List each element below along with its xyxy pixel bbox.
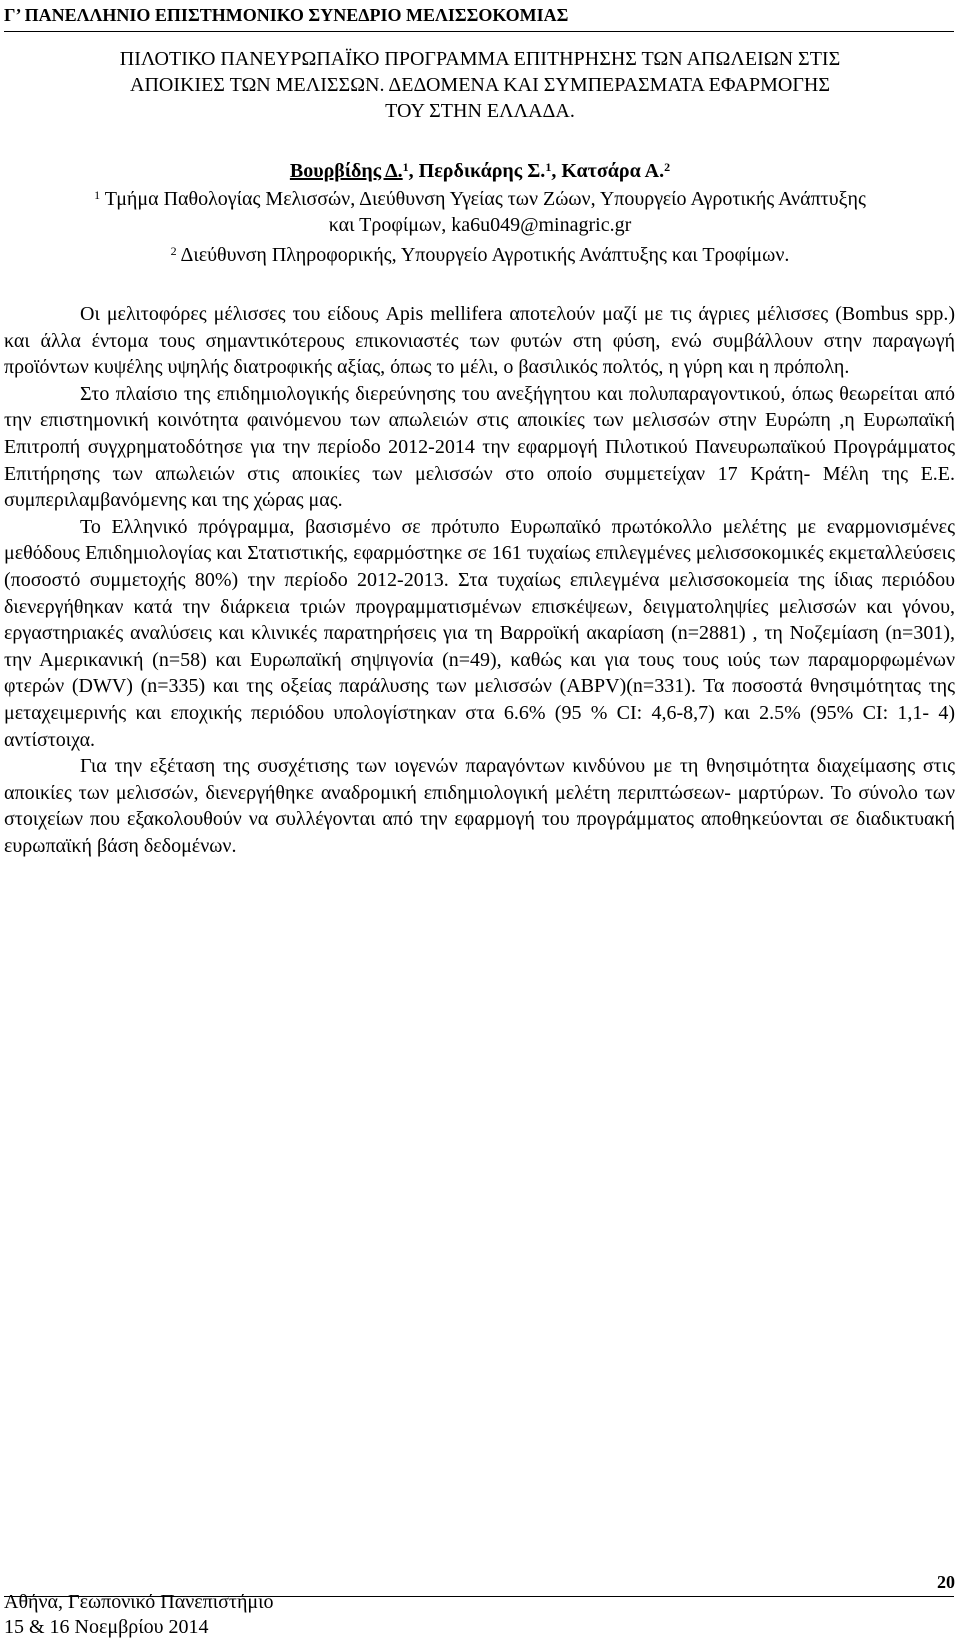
- author-name: Βουρβίδης Δ.: [289, 160, 403, 182]
- paper-title: [20, 46, 940, 124]
- author-affil-marker: 1: [402, 160, 409, 174]
- affiliation-text: Διεύθυνση Πληροφορικής, Υπουργείο Αγροτικής Ανάπτυξης και Τροφίμων.: [180, 244, 790, 266]
- affiliation-1: [10, 186, 950, 238]
- affiliation-text: Τμήμα Παθολογίας Μελισσών, Διεύθυνση Υγείας των Ζώων, Υπουργείο Αγροτικής Ανάπτυξης: [104, 188, 866, 210]
- abstract-paragraph: Για την εξέταση της συσχέτισης των ιογενών παραγόντων κινδύνου με τη θνησιμότητα διαχείμασης στις αποικίες των μελισσών, διενεργήθηκε αναδρομική επιδημιολογική μελέτη περιπτώσεων- μαρτύρων. Το σύνολο των στοιχείων που εξακολουθούν να συλλέγονται από την εφαρμογή του προγράμματος αποθηκεύονται σε διαδικτυακή ευρωπαϊκή βάση δεδομένων.: [4, 755, 955, 857]
- affiliation-line: και Τροφίμων, ka6u049@minagric.gr: [328, 214, 632, 236]
- affiliation-marker: 1: [94, 188, 101, 202]
- footer-dates: 15 & 16 Νοεμβρίου 2014: [4, 1616, 209, 1638]
- footer-location: Αθήνα, Γεωπονικό Πανεπιστήμιο: [4, 1591, 274, 1613]
- abstract-paragraph: Στο πλαίσιο της επιδημιολογικής διερεύνησης του ανεξήγητου και πολυπαραγοντικού, όπως θεωρείται από την επιστημονική κοινότητα φαινόμενου των απωλειών στις αποικίες των μελισσών στην Ευρώπη ,η Ευρωπαϊκή Επιτροπή συγχρηματοδότησε για την περίοδο 2012-2014 την εφαρμογή Πιλοτικού Πανευρωπαϊκού Προγράμματος Επιτήρησης των απωλειών στις αποικίες των μελισσών στο οποίο συμμετείχαν 17 Κράτη- Μέλη της Ε.Ε. συμπεριλαμβανόμενης και της χώρας μας.: [4, 382, 955, 512]
- title-line: ΤΟΥ ΣΤΗΝ ΕΛΛΑΔΑ.: [385, 100, 575, 122]
- author-affil-marker: 2: [664, 160, 671, 174]
- page-number: 20: [937, 1572, 955, 1592]
- affiliation-line: [10, 186, 950, 212]
- abstract-paragraph: Οι μελιτοφόρες μέλισσες του είδους Apis mellifera αποτελούν μαζί με τις άγριες μέλισσες (Bombus spp.) και άλλα έντομα τους σημαντικότερους επικονιαστές των φυτών στη φύση, ενώ συμβάλλουν στην παραγωγή προϊόντων κυψέλης υψηλής διατροφικής αξίας, όπως το μέλι, ο βασιλικός πολτός, η γύρη και η πρόπολη.: [4, 303, 955, 379]
- affiliation-marker: 2: [170, 244, 177, 258]
- author-name: , Κατσάρα Α.: [551, 160, 665, 182]
- header-divider: [4, 31, 954, 32]
- abstract-paragraph: Το Ελληνικό πρόγραμμα, βασισμένο σε πρότυπο Ευρωπαϊκό πρωτόκολλο μελέτης με εναρμονισμένες μεθόδους Επιδημιολογίας και Στατιστικής, εφαρμόστηκε σε 161 τυχαίως επιλεγμένες μελισσοκομικές εκμεταλλεύσεις (ποσοστό συμμετοχής 80%) την περίοδο 2012-2013. Στα τυχαίως επιλεγμένα μελισσοκομεία της ίδιας περιόδου διενεργήθηκαν κατά την διάρκεια τριών προγραμματισμένων επισκέψεων, δειγματοληψίες μελισσών και γόνου, εργαστηριακές αναλύσεις και κλινικές παρατηρήσεις για τη Βαρροϊκή ακαρίαση (n=2881) , τη Νοζεμίαση (n=301), την Αμερικανική (n=58) και Ευρωπαϊκή σηψιγονία (n=49), καθώς και για τους τους ιούς των παραμορφωμένων φτερών (DWV) (n=335) και της οξείας παράλυσης των μελισσών (ABPV)(n=331). Τα ποσοστά θνησιμότητας της μεταχειμερινής και εποχικής περιόδου υπολογίστηκαν στα 6.6% (95 % CI: 4,6-8,7) και 2.5% (95% CI: 1,1- 4) αντίστοιχα.: [4, 515, 955, 751]
- author-affil-marker: 1: [545, 160, 552, 174]
- affiliation-2: [10, 242, 950, 268]
- author-name: , Περδικάρης Σ.: [408, 160, 546, 182]
- affiliation-line: [10, 242, 950, 268]
- author-list: [20, 158, 940, 184]
- conference-header: Γ’ ΠΑΝΕΛΛΗΝΙΟ ΕΠΙΣΤΗΜΟΝΙΚΟ ΣΥΝΕΔΡΙΟ ΜΕΛΙΣΣΟΚΟΜΙΑΣ: [4, 5, 569, 25]
- title-line: ΠΙΛΟΤΙΚΟ ΠΑΝΕΥΡΩΠΑΪΚΟ ΠΡΟΓΡΑΜΜΑ ΕΠΙΤΗΡΗΣΗΣ ΤΩΝ ΑΠΩΛΕΙΩΝ ΣΤΙΣ: [119, 48, 841, 70]
- title-line: ΑΠΟΙΚΙΕΣ ΤΩΝ ΜΕΛΙΣΣΩΝ. ΔΕΔΟΜΕΝΑ ΚΑΙ ΣΥΜΠΕΡΑΣΜΑΤΑ ΕΦΑΡΜΟΓΗΣ: [130, 74, 830, 96]
- abstract-body: [4, 297, 955, 859]
